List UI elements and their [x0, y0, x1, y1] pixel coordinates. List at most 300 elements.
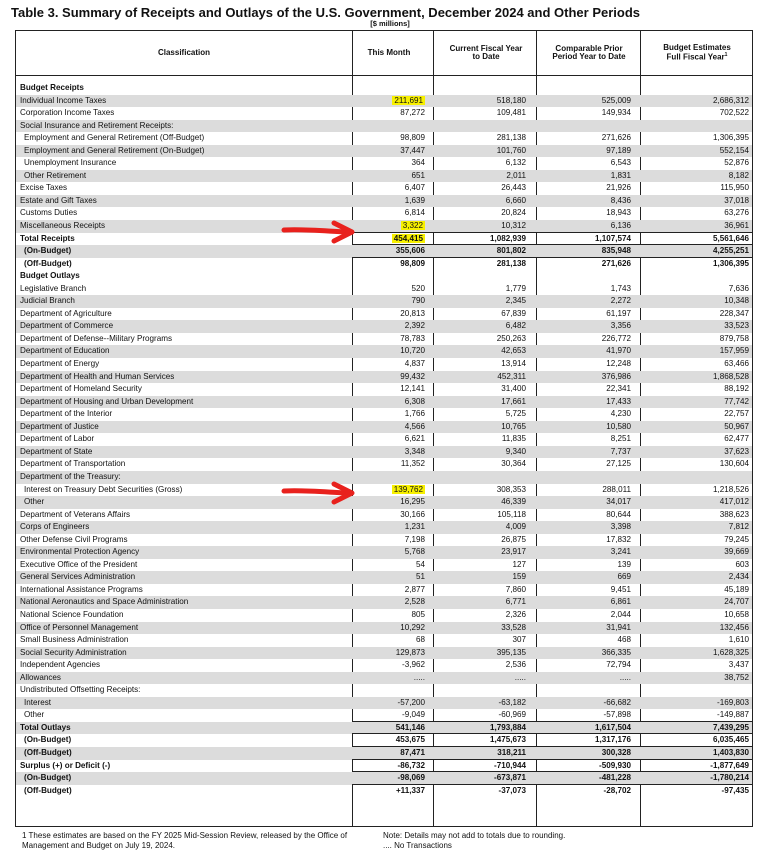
cell-value: 468	[617, 635, 631, 645]
cell-current-fy	[440, 345, 526, 358]
cell-value: -710,944	[494, 760, 526, 770]
table-row	[16, 157, 752, 170]
cell-budget-estimate	[645, 157, 749, 170]
cell-value: 228,347	[719, 308, 749, 318]
cell-value: -86,732	[397, 760, 425, 770]
cell-current-fy	[440, 421, 526, 434]
cell-comparable-prior	[541, 747, 631, 760]
cell-value: -149,887	[717, 710, 749, 720]
cell-current-fy	[440, 659, 526, 672]
cell-value: 518,180	[496, 95, 526, 105]
row-label: Department of Health and Human Services	[20, 371, 175, 381]
cell-budget-estimate	[645, 233, 749, 246]
cell-value: 271,626	[601, 258, 631, 268]
cell-value: 395,135	[496, 647, 526, 657]
cell-value: 1,107,574	[594, 233, 631, 243]
cell-value: 3,437	[728, 660, 749, 670]
cell-value: -9,049	[402, 710, 425, 720]
cell-value: 105,118	[497, 509, 526, 519]
row-label: Department of Homeland Security	[20, 384, 142, 394]
row-label: Customs Duties	[20, 208, 78, 218]
cell-budget-estimate	[645, 571, 749, 584]
row-label: Department of Education	[20, 346, 110, 356]
cell-value: 6,814	[404, 208, 425, 218]
cell-this-month	[352, 421, 425, 434]
cell-current-fy	[440, 195, 526, 208]
cell-value: 308,353	[496, 484, 526, 494]
cell-value: 5,561,646	[712, 233, 749, 243]
cell-value: -37,073	[498, 785, 526, 795]
cell-value: 669	[617, 572, 631, 582]
cell-current-fy	[440, 496, 526, 509]
table-row	[16, 345, 752, 358]
cell-comparable-prior	[541, 647, 631, 660]
cell-current-fy	[440, 521, 526, 534]
table-row	[16, 534, 752, 547]
cell-budget-estimate	[645, 697, 749, 710]
cell-value: 36,961	[724, 221, 749, 231]
cell-value: 23,917	[501, 547, 526, 557]
cell-this-month	[352, 571, 425, 584]
cell-value: 520	[411, 283, 425, 293]
cell-this-month	[352, 546, 425, 559]
cell-current-fy	[440, 283, 526, 296]
cell-this-month	[352, 509, 425, 522]
cell-value: 6,482	[505, 321, 526, 331]
cell-comparable-prior	[541, 233, 631, 246]
table-row	[16, 659, 752, 672]
cell-this-month	[352, 95, 425, 108]
cell-value: 2,345	[505, 296, 526, 306]
cell-comparable-prior	[541, 295, 631, 308]
cell-budget-estimate	[645, 484, 749, 497]
cell-value: 139	[617, 559, 631, 569]
cell-budget-estimate	[645, 333, 749, 346]
cell-value: 22,341	[606, 384, 631, 394]
cell-current-fy	[440, 308, 526, 321]
cell-value: 454,415	[393, 233, 423, 243]
cell-value: -673,871	[494, 773, 526, 783]
table-row	[16, 697, 752, 710]
cell-value: 879,758	[719, 333, 749, 343]
cell-value: 13,914	[501, 359, 526, 369]
row-label: Employment and General Retirement (Off-Budget)	[24, 133, 205, 143]
cell-value: 10,765	[501, 421, 526, 431]
cell-value: 45,189	[724, 584, 749, 594]
cell-current-fy	[440, 408, 526, 421]
cell-comparable-prior	[541, 609, 631, 622]
cell-value: 139,762	[393, 484, 423, 494]
note-no-transactions: .... No Transactions	[383, 841, 452, 850]
cell-current-fy	[440, 258, 526, 271]
row-label: Department of Housing and Urban Development	[20, 396, 194, 406]
cell-budget-estimate	[645, 634, 749, 647]
row-label: (Off-Budget)	[24, 258, 72, 268]
cell-comparable-prior	[541, 371, 631, 384]
cell-value: 159	[512, 572, 526, 582]
cell-value: .....	[619, 672, 631, 682]
row-label: Environmental Protection Agency	[20, 547, 140, 557]
table-row	[16, 82, 752, 95]
cell-current-fy	[440, 145, 526, 158]
cell-value: 3,241	[610, 547, 631, 557]
cell-value: 20,813	[400, 308, 425, 318]
row-label: Other	[24, 710, 45, 720]
cell-value: 452,311	[497, 371, 526, 381]
cell-budget-estimate	[645, 458, 749, 471]
cell-comparable-prior	[541, 772, 631, 785]
cell-comparable-prior	[541, 734, 631, 747]
table-row	[16, 320, 752, 333]
cell-current-fy	[440, 709, 526, 722]
cell-current-fy	[440, 132, 526, 145]
cell-current-fy	[440, 785, 526, 798]
header-budget-estimates	[656, 31, 738, 75]
table-row	[16, 785, 752, 798]
table-row	[16, 772, 752, 785]
cell-value: 801,802	[496, 246, 526, 256]
cell-comparable-prior	[541, 709, 631, 722]
cell-value: 525,009	[601, 95, 631, 105]
cell-this-month	[352, 195, 425, 208]
cell-value: 62,477	[724, 434, 749, 444]
cell-this-month	[352, 772, 425, 785]
cell-value: 9,451	[610, 584, 631, 594]
cell-comparable-prior	[541, 182, 631, 195]
cell-value: 20,824	[501, 208, 526, 218]
cell-comparable-prior	[541, 170, 631, 183]
cell-current-fy	[440, 760, 526, 773]
cell-budget-estimate	[645, 722, 749, 735]
cell-value: 6,407	[404, 183, 425, 193]
row-label: National Aeronautics and Space Administration	[20, 597, 189, 607]
cell-this-month	[352, 333, 425, 346]
cell-current-fy	[440, 596, 526, 609]
cell-this-month	[352, 157, 425, 170]
cell-value: 2,011	[506, 170, 526, 180]
cell-budget-estimate	[645, 145, 749, 158]
table-row	[16, 408, 752, 421]
cell-value: 1,743	[610, 283, 631, 293]
cell-value: 1,231	[404, 522, 425, 532]
cell-comparable-prior	[541, 107, 631, 120]
row-label: Department of Labor	[20, 434, 95, 444]
row-label: Social Security Administration	[20, 647, 127, 657]
table-row	[16, 509, 752, 522]
cell-value: 51	[415, 572, 425, 582]
cell-this-month	[352, 647, 425, 660]
cell-current-fy	[440, 433, 526, 446]
cell-budget-estimate	[645, 609, 749, 622]
cell-this-month	[352, 484, 425, 497]
cell-budget-estimate	[645, 760, 749, 773]
cell-comparable-prior	[541, 396, 631, 409]
cell-value: 2,044	[610, 609, 631, 619]
table-row	[16, 120, 752, 133]
cell-this-month	[352, 596, 425, 609]
row-label: Independent Agencies	[20, 660, 101, 670]
cell-this-month	[352, 258, 425, 271]
cell-current-fy	[440, 509, 526, 522]
cell-this-month	[352, 734, 425, 747]
cell-value: 3,398	[610, 522, 631, 532]
cell-this-month	[352, 295, 425, 308]
cell-value: 4,255,251	[712, 246, 749, 256]
row-label: (Off-Budget)	[24, 747, 72, 757]
cell-value: 27,125	[606, 459, 631, 469]
table-row	[16, 371, 752, 384]
cell-value: 5,725	[505, 409, 526, 419]
cell-comparable-prior	[541, 534, 631, 547]
cell-value: 1,403,830	[712, 747, 749, 757]
table-row	[16, 584, 752, 597]
cell-comparable-prior	[541, 559, 631, 572]
row-label: Department of Commerce	[20, 321, 114, 331]
header-classification: Classification	[157, 47, 210, 57]
cell-current-fy	[440, 95, 526, 108]
cell-this-month	[352, 622, 425, 635]
cell-value: 31,941	[606, 622, 631, 632]
cell-this-month	[352, 584, 425, 597]
cell-value: 10,720	[400, 346, 425, 356]
cell-current-fy	[440, 396, 526, 409]
cell-value: -63,182	[498, 697, 526, 707]
cell-comparable-prior	[541, 659, 631, 672]
row-label: Department of State	[20, 446, 93, 456]
row-label: General Services Administration	[20, 572, 136, 582]
cell-this-month	[352, 747, 425, 760]
cell-value: 250,263	[496, 333, 526, 343]
cell-comparable-prior	[541, 358, 631, 371]
cell-current-fy	[440, 320, 526, 333]
cell-value: 376,986	[601, 371, 631, 381]
cell-value: 603	[735, 559, 749, 569]
cell-value: 6,543	[610, 158, 631, 168]
cell-value: 50,967	[724, 421, 749, 431]
cell-comparable-prior	[541, 421, 631, 434]
cell-this-month	[352, 433, 425, 446]
cell-value: 6,132	[505, 158, 526, 168]
cell-value: 98,809	[400, 133, 425, 143]
cell-comparable-prior	[541, 634, 631, 647]
cell-current-fy	[440, 295, 526, 308]
table-row	[16, 170, 752, 183]
cell-value: -481,228	[599, 773, 631, 783]
cell-comparable-prior	[541, 195, 631, 208]
table-row	[16, 747, 752, 760]
cell-current-fy	[440, 245, 526, 258]
row-label: Interest	[24, 697, 51, 707]
cell-this-month	[352, 396, 425, 409]
cell-budget-estimate	[645, 421, 749, 434]
cell-value: -60,969	[498, 710, 526, 720]
cell-value: 38,752	[724, 672, 749, 682]
cell-value: 4,009	[505, 522, 526, 532]
cell-comparable-prior	[541, 207, 631, 220]
row-label: Undistributed Offsetting Receipts:	[20, 685, 141, 695]
cell-value: 300,328	[601, 747, 631, 757]
table-row	[16, 596, 752, 609]
cell-value: 88,192	[724, 384, 749, 394]
header-budget-estimates-label: Budget Estimates Full Fiscal Year$^1$	[663, 43, 731, 62]
table-row	[16, 647, 752, 660]
cell-value: 1,868,528	[712, 371, 749, 381]
cell-value: 67,839	[501, 308, 526, 318]
cell-value: 2,686,312	[712, 95, 749, 105]
cell-value: 364	[411, 158, 425, 168]
table-row	[16, 471, 752, 484]
row-label: (On-Budget)	[24, 246, 72, 256]
table-row	[16, 734, 752, 747]
cell-this-month	[352, 308, 425, 321]
cell-this-month	[352, 672, 425, 685]
table-row	[16, 207, 752, 220]
cell-value: -98,069	[397, 773, 425, 783]
cell-this-month	[352, 182, 425, 195]
cell-value: 68	[415, 635, 425, 645]
cell-value: 157,959	[719, 346, 749, 356]
table-row	[16, 521, 752, 534]
cell-budget-estimate	[645, 596, 749, 609]
cell-value: 366,335	[601, 647, 631, 657]
cell-value: 6,136	[610, 221, 631, 231]
cell-value: -3,962	[402, 660, 425, 670]
cell-this-month	[352, 371, 425, 384]
cell-value: 22,757	[724, 409, 749, 419]
cell-comparable-prior	[541, 509, 631, 522]
cell-this-month	[352, 446, 425, 459]
cell-value: 1,306,395	[712, 133, 749, 143]
table-body	[16, 82, 752, 797]
cell-value: 6,308	[404, 396, 425, 406]
row-label: Department of Veterans Affairs	[20, 509, 131, 519]
table-title: Table 3. Summary of Receipts and Outlays of the U.S. Government, December 2024 and Other Periods	[11, 5, 641, 20]
cell-this-month	[352, 345, 425, 358]
cell-current-fy	[440, 697, 526, 710]
cell-value: 12,141	[400, 384, 425, 394]
cell-value: 9,340	[505, 446, 526, 456]
cell-current-fy	[440, 672, 526, 685]
table-row	[16, 233, 752, 246]
table-row	[16, 446, 752, 459]
cell-current-fy	[440, 722, 526, 735]
table-row	[16, 182, 752, 195]
cell-value: 805	[411, 609, 425, 619]
table-row	[16, 270, 752, 283]
table-row	[16, 609, 752, 622]
cell-current-fy	[440, 220, 526, 233]
cell-value: 63,276	[724, 208, 749, 218]
cell-this-month	[352, 521, 425, 534]
cell-budget-estimate	[645, 132, 749, 145]
cell-budget-estimate	[645, 258, 749, 271]
cell-current-fy	[440, 233, 526, 246]
cell-value: 16,295	[400, 497, 425, 507]
cell-budget-estimate	[645, 95, 749, 108]
table-row	[16, 107, 752, 120]
cell-value: 7,198	[404, 534, 425, 544]
row-label: Budget Receipts	[20, 83, 84, 92]
cell-value: .....	[514, 672, 526, 682]
row-label: Individual Income Taxes	[20, 95, 107, 105]
note-rounding: Note: Details may not add to totals due to rounding.	[383, 831, 566, 840]
table-row	[16, 383, 752, 396]
cell-value: 6,660	[505, 195, 526, 205]
cell-comparable-prior	[541, 596, 631, 609]
cell-value: 77,742	[724, 396, 749, 406]
cell-this-month	[352, 107, 425, 120]
cell-value: 790	[411, 296, 425, 306]
cell-current-fy	[440, 484, 526, 497]
table-row	[16, 195, 752, 208]
cell-this-month	[352, 722, 425, 735]
cell-budget-estimate	[645, 358, 749, 371]
cell-value: 1,317,176	[594, 735, 631, 745]
cell-this-month	[352, 534, 425, 547]
cell-value: 21,926	[606, 183, 631, 193]
cell-comparable-prior	[541, 283, 631, 296]
cell-current-fy	[440, 559, 526, 572]
cell-value: 7,636	[728, 283, 749, 293]
cell-value: 8,251	[610, 434, 631, 444]
cell-comparable-prior	[541, 145, 631, 158]
cell-comparable-prior	[541, 546, 631, 559]
cell-budget-estimate	[645, 107, 749, 120]
cell-this-month	[352, 170, 425, 183]
cell-value: 12,248	[606, 359, 631, 369]
table-row	[16, 283, 752, 296]
cell-budget-estimate	[645, 345, 749, 358]
cell-value: 10,580	[606, 421, 631, 431]
table-row	[16, 484, 752, 497]
header-this-month: This Month	[367, 47, 411, 57]
cell-budget-estimate	[645, 509, 749, 522]
cell-value: 87,272	[400, 108, 425, 118]
cell-value: 2,434	[728, 572, 749, 582]
cell-value: 33,523	[724, 321, 749, 331]
header-current-fy: Current Fiscal Year to Date	[449, 43, 523, 61]
table-row	[16, 421, 752, 434]
cell-value: 18,943	[606, 208, 631, 218]
cell-value: 1,766	[404, 409, 425, 419]
cell-value: 11,352	[400, 459, 425, 469]
cell-budget-estimate	[645, 584, 749, 597]
cell-value: 98,809	[400, 258, 425, 268]
table-row	[16, 396, 752, 409]
cell-budget-estimate	[645, 371, 749, 384]
cell-current-fy	[440, 107, 526, 120]
cell-comparable-prior	[541, 345, 631, 358]
table-row	[16, 95, 752, 108]
row-label: International Assistance Programs	[20, 584, 143, 594]
cell-comparable-prior	[541, 584, 631, 597]
cell-value: 1,793,884	[489, 722, 526, 732]
table-row	[16, 295, 752, 308]
cell-this-month	[352, 358, 425, 371]
cell-comparable-prior	[541, 220, 631, 233]
rounding-note	[383, 831, 643, 851]
cell-value: 6,035,465	[712, 735, 749, 745]
cell-value: -57,200	[397, 697, 425, 707]
cell-value: 72,794	[606, 660, 631, 670]
cell-value: 453,675	[395, 735, 425, 745]
cell-value: 97,189	[606, 145, 631, 155]
table-row	[16, 458, 752, 471]
cell-value: 63,466	[724, 359, 749, 369]
cell-this-month	[352, 220, 425, 233]
cell-this-month	[352, 785, 425, 798]
table-row	[16, 358, 752, 371]
